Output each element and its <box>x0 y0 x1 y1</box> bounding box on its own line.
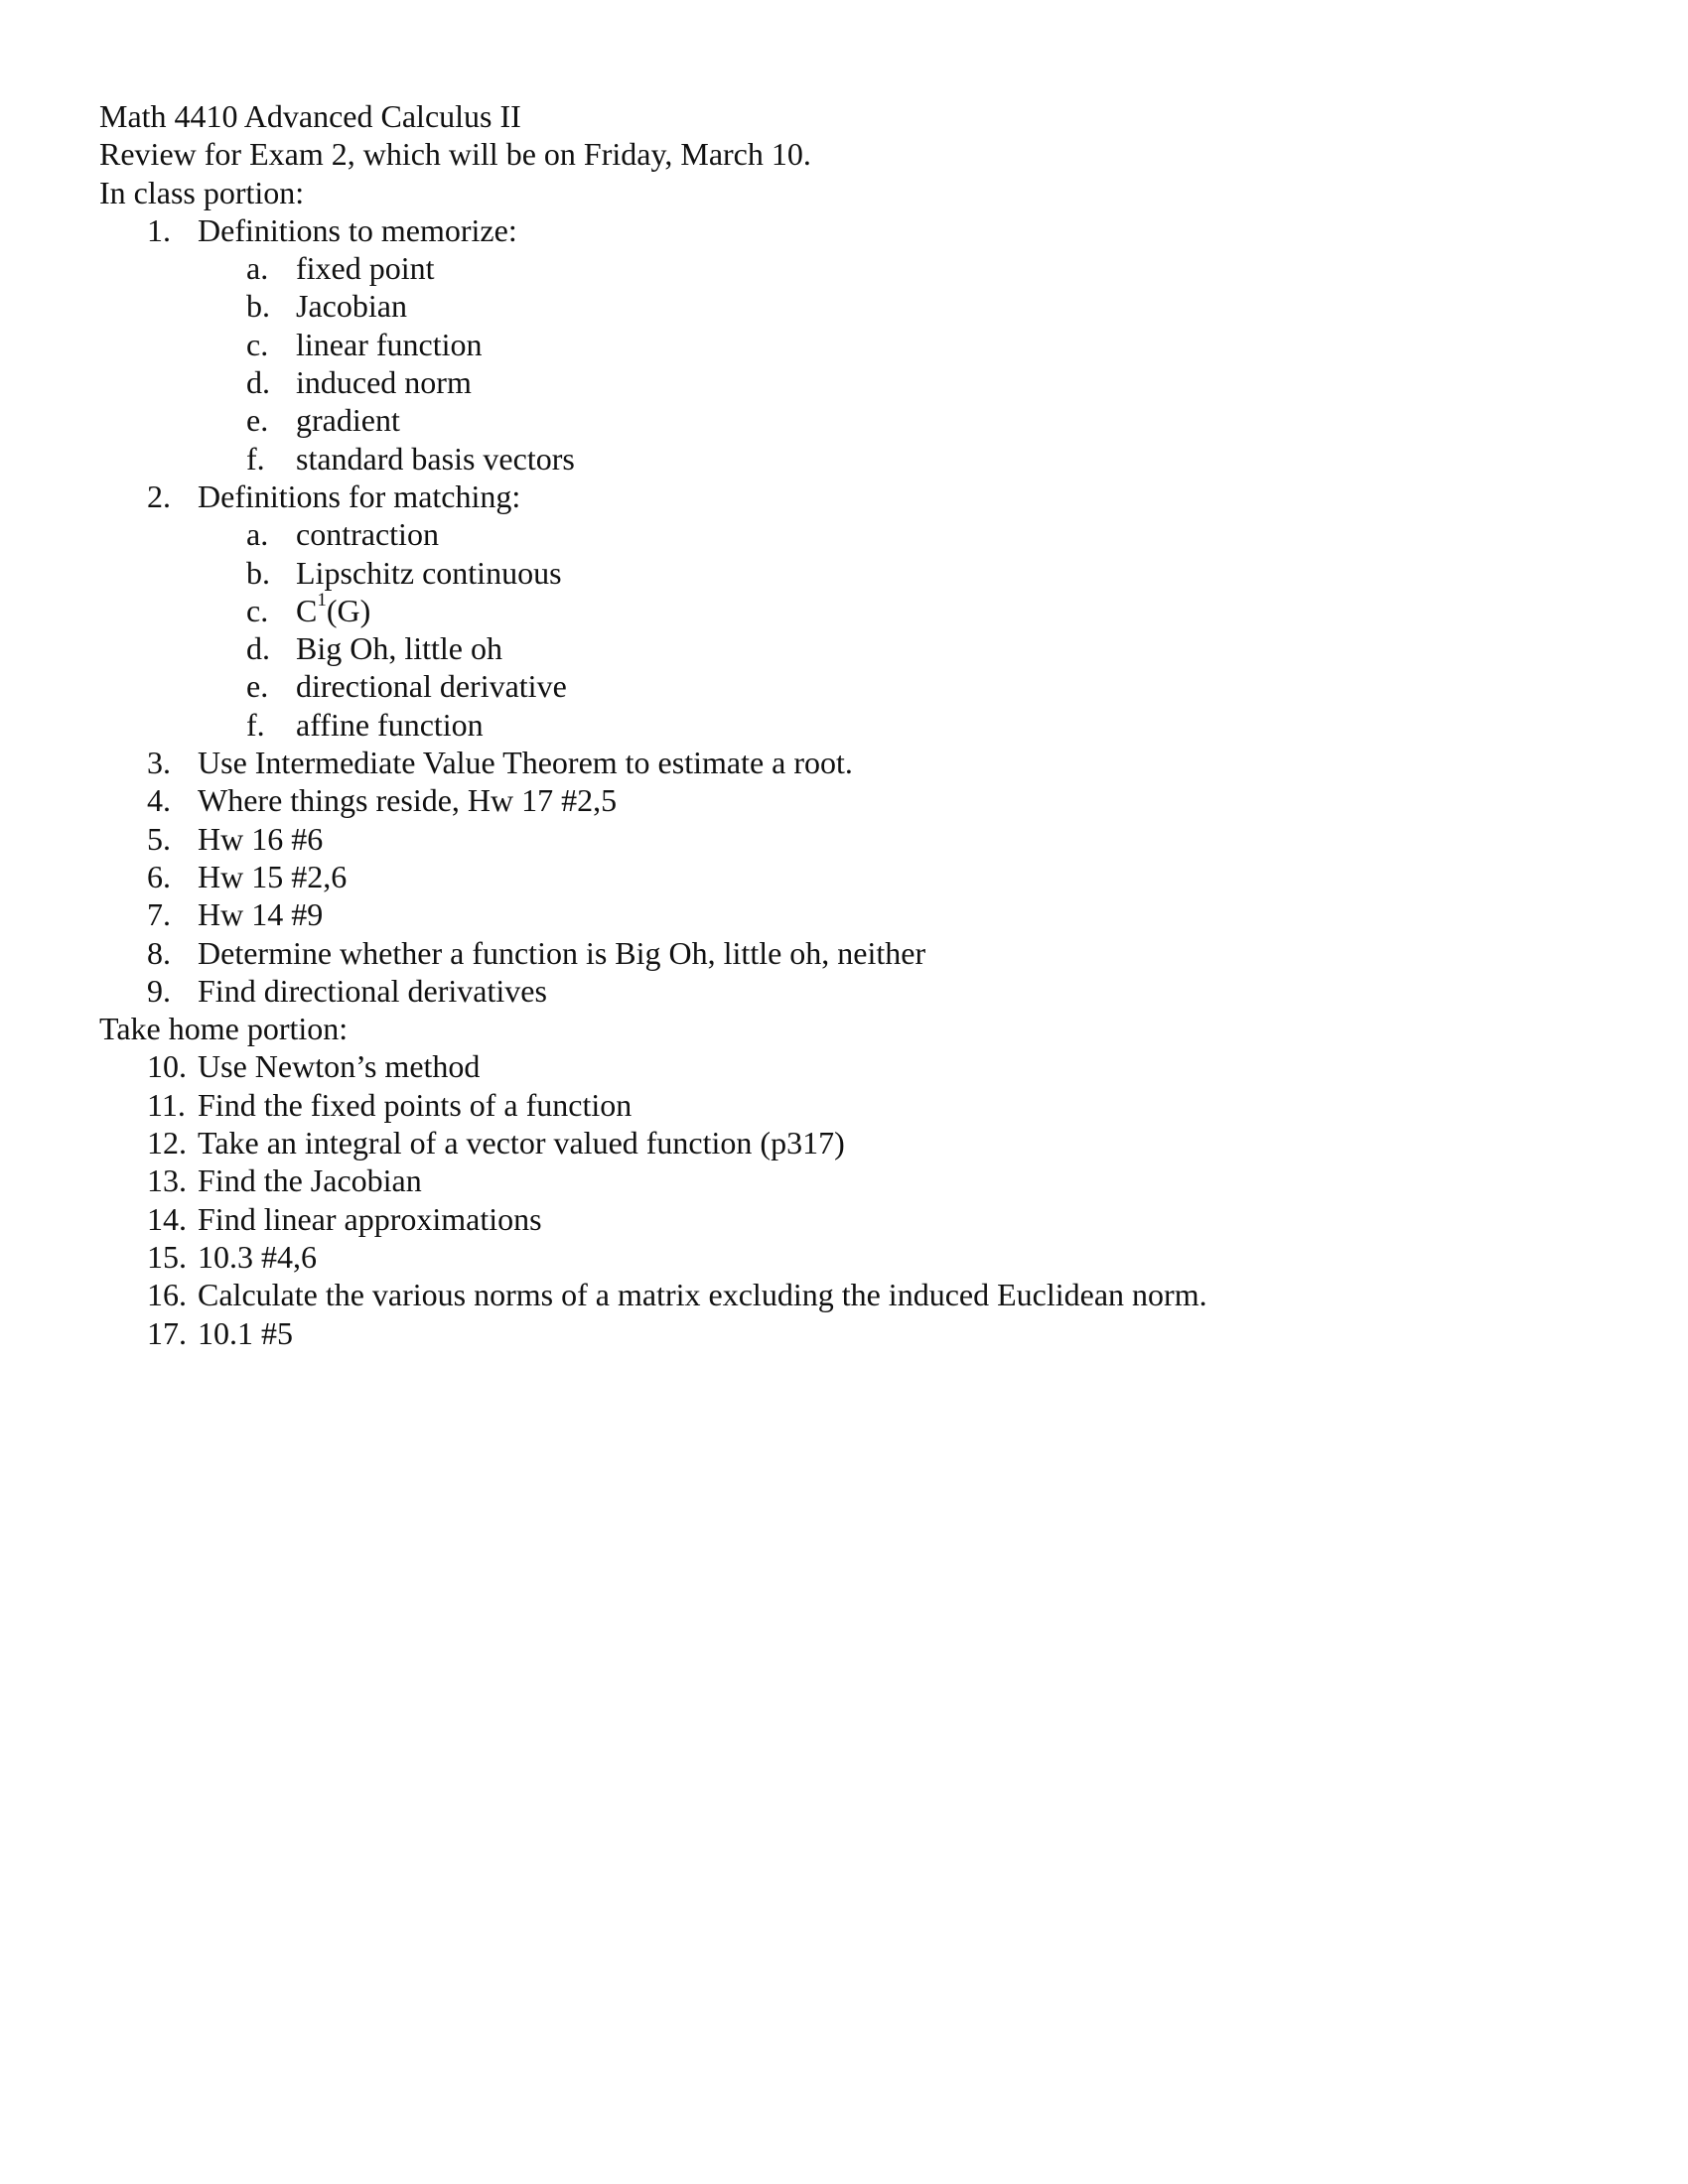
list-item <box>99 478 1589 515</box>
sub-item-text: fixed point <box>296 250 435 287</box>
item-number: 12. <box>147 1125 187 1161</box>
c1-superscript: 1 <box>317 590 327 612</box>
sub-list-item <box>99 706 1589 744</box>
list-item <box>99 1200 1589 1238</box>
item-number: 4. <box>147 782 171 819</box>
list-item <box>99 781 1589 819</box>
sub-list-item <box>99 667 1589 705</box>
sub-item-text: Lipschitz continuous <box>296 554 562 591</box>
list-item <box>99 820 1589 858</box>
sub-item-letter: b. <box>246 554 270 591</box>
sub-item-text: affine function <box>296 706 484 743</box>
list-item <box>99 1276 1589 1313</box>
list-item <box>99 1047 1589 1085</box>
item-text: Definitions to memorize: <box>198 211 517 248</box>
sub-item-text: standard basis vectors <box>296 440 575 477</box>
review-note: Review for Exam 2, which will be on Friday, March 10. <box>99 136 811 173</box>
item-number: 9. <box>147 972 171 1009</box>
c1-argument: (G) <box>326 592 371 628</box>
list-item <box>99 1124 1589 1161</box>
sub-item-text: gradient <box>296 402 400 439</box>
sub-list-item <box>99 287 1589 325</box>
item-text: Find the Jacobian <box>198 1162 422 1199</box>
sub-list-item <box>99 440 1589 478</box>
sub-list-item <box>99 629 1589 667</box>
item-text: 10.3 #4,6 <box>198 1238 317 1275</box>
c1-base: C <box>296 592 318 628</box>
item-number: 13. <box>147 1162 187 1199</box>
item-text: Find directional derivatives <box>198 972 547 1009</box>
sub-list-item <box>99 515 1589 553</box>
item-number: 5. <box>147 820 171 857</box>
list-item <box>99 1161 1589 1199</box>
sub-item-text: directional derivative <box>296 668 567 705</box>
list-item <box>99 211 1589 249</box>
sub-item-letter: d. <box>246 630 270 667</box>
list-item <box>99 858 1589 895</box>
sub-item-text: Jacobian <box>296 288 407 325</box>
sub-item-letter: f. <box>246 706 265 743</box>
item-number: 8. <box>147 934 171 971</box>
item-number: 6. <box>147 858 171 894</box>
sub-item-letter: c. <box>246 326 269 362</box>
sub-item-text: contraction <box>296 516 439 553</box>
sub-item-letter: b. <box>246 288 270 325</box>
item-text: Use Intermediate Value Theorem to estimate a root. <box>198 745 853 781</box>
sub-list-item <box>99 401 1589 439</box>
item-number: 17. <box>147 1314 187 1351</box>
item-text: Find linear approximations <box>198 1200 542 1237</box>
item-text: Determine whether a function is Big Oh, little oh, neither <box>198 934 926 971</box>
list-item <box>99 1238 1589 1276</box>
document-body <box>99 97 1589 1352</box>
sub-item-text <box>296 592 370 629</box>
item-text: Hw 16 #6 <box>198 820 324 857</box>
item-number: 16. <box>147 1277 187 1313</box>
sub-item-letter: e. <box>246 402 269 439</box>
list-item <box>99 972 1589 1010</box>
item-number: 3. <box>147 745 171 781</box>
item-text: Where things reside, Hw 17 #2,5 <box>198 782 618 819</box>
sub-list-item <box>99 363 1589 401</box>
course-title: Math 4410 Advanced Calculus II <box>99 98 521 134</box>
sub-item-letter: d. <box>246 364 270 401</box>
item-number: 10. <box>147 1048 187 1085</box>
item-text: Definitions for matching: <box>198 478 521 514</box>
list-item <box>99 744 1589 781</box>
item-number: 15. <box>147 1238 187 1275</box>
item-text: Calculate the various norms of a matrix excluding the induced Euclidean norm. <box>198 1277 1207 1313</box>
item-text: Find the fixed points of a function <box>198 1086 633 1123</box>
take-home-heading: Take home portion: <box>99 1011 349 1047</box>
sub-list-item <box>99 592 1589 629</box>
item-number: 2. <box>147 478 171 514</box>
sub-item-text: Big Oh, little oh <box>296 630 502 667</box>
sub-item-text: induced norm <box>296 364 472 401</box>
list-item <box>99 895 1589 933</box>
sub-item-letter: a. <box>246 516 269 553</box>
sub-item-letter: a. <box>246 250 269 287</box>
item-number: 7. <box>147 896 171 933</box>
in-class-heading: In class portion: <box>99 174 305 210</box>
item-text: Use Newton’s method <box>198 1048 481 1085</box>
sub-item-letter: e. <box>246 668 269 705</box>
item-number: 14. <box>147 1200 187 1237</box>
item-number: 11. <box>147 1086 186 1123</box>
sub-list-item <box>99 554 1589 592</box>
list-item <box>99 934 1589 972</box>
list-item <box>99 1086 1589 1124</box>
item-text: Hw 14 #9 <box>198 896 324 933</box>
sub-list-item <box>99 249 1589 287</box>
list-item <box>99 1314 1589 1352</box>
item-number: 1. <box>147 211 171 248</box>
item-text: 10.1 #5 <box>198 1314 293 1351</box>
sub-item-text: linear function <box>296 326 483 362</box>
sub-list-item <box>99 326 1589 363</box>
sub-item-letter: c. <box>246 592 269 628</box>
item-text: Hw 15 #2,6 <box>198 858 348 894</box>
item-text: Take an integral of a vector valued function (p317) <box>198 1125 845 1161</box>
sub-item-letter: f. <box>246 440 265 477</box>
